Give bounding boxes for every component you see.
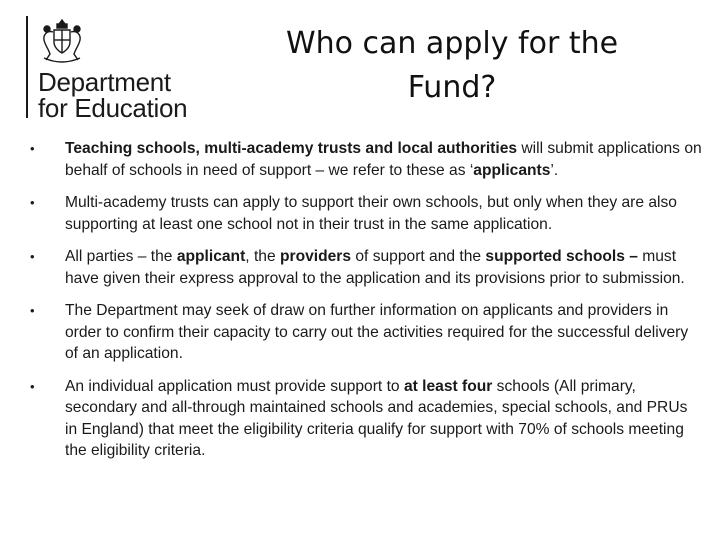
bold-text: Teaching schools, multi-academy trusts and local authorities bbox=[65, 140, 518, 157]
bullet-icon: • bbox=[30, 303, 35, 318]
body-text: of support and the bbox=[351, 248, 486, 265]
bullet-item bbox=[26, 192, 702, 235]
slide-title-line2: Fund? bbox=[407, 70, 497, 105]
body-text: must have given their express approval to the application and its provisions prior to submission. bbox=[65, 248, 685, 287]
bullet-icon: • bbox=[30, 378, 35, 394]
body-text: will submit applications on behalf of schools in need of support – we refer to these as ‘ bbox=[65, 140, 702, 179]
department-logo-line2: for Education bbox=[38, 93, 188, 123]
body-text: , the bbox=[245, 248, 280, 265]
bullet-list bbox=[26, 138, 702, 473]
body-text: ’. bbox=[550, 161, 559, 179]
bold-text: providers bbox=[279, 248, 352, 265]
department-logo-line1: Department bbox=[38, 67, 171, 97]
body-text: An individual application must provide support to bbox=[65, 377, 404, 395]
royal-coat-of-arms-icon bbox=[36, 18, 88, 64]
bullet-icon: • bbox=[30, 141, 35, 156]
body-text: All parties – the bbox=[65, 248, 177, 265]
body-text: The Department may seek of draw on further information on applicants and providers in order to confirm their capacity to carry out the activities required for the successful delivery of an application. bbox=[65, 302, 689, 362]
bullet-item bbox=[26, 376, 702, 462]
bold-text: at least four bbox=[403, 377, 493, 395]
bold-text: applicant bbox=[176, 248, 246, 265]
bullet-item bbox=[26, 300, 702, 365]
bullet-icon: • bbox=[30, 249, 35, 264]
logo-divider bbox=[26, 16, 28, 118]
slide-title bbox=[238, 22, 666, 110]
bold-text: supported schools – bbox=[485, 248, 638, 265]
body-text: Multi-academy trusts can apply to support their own schools, but only when they are also supporting at least one school not in their trust in the same application. bbox=[65, 194, 677, 233]
slide-title-line1: Who can apply for the bbox=[285, 26, 619, 61]
bullet-item bbox=[26, 246, 702, 289]
bold-text: applicants bbox=[473, 161, 551, 179]
bullet-icon: • bbox=[30, 195, 35, 210]
body-text: schools (All primary, secondary and all-through maintained schools and academies, special schools, and PRUs in England) that meet the eligibility criteria qualify for support with 70% of schools meeting the eligibility criteria. bbox=[65, 377, 688, 459]
bullet-item bbox=[26, 138, 702, 181]
